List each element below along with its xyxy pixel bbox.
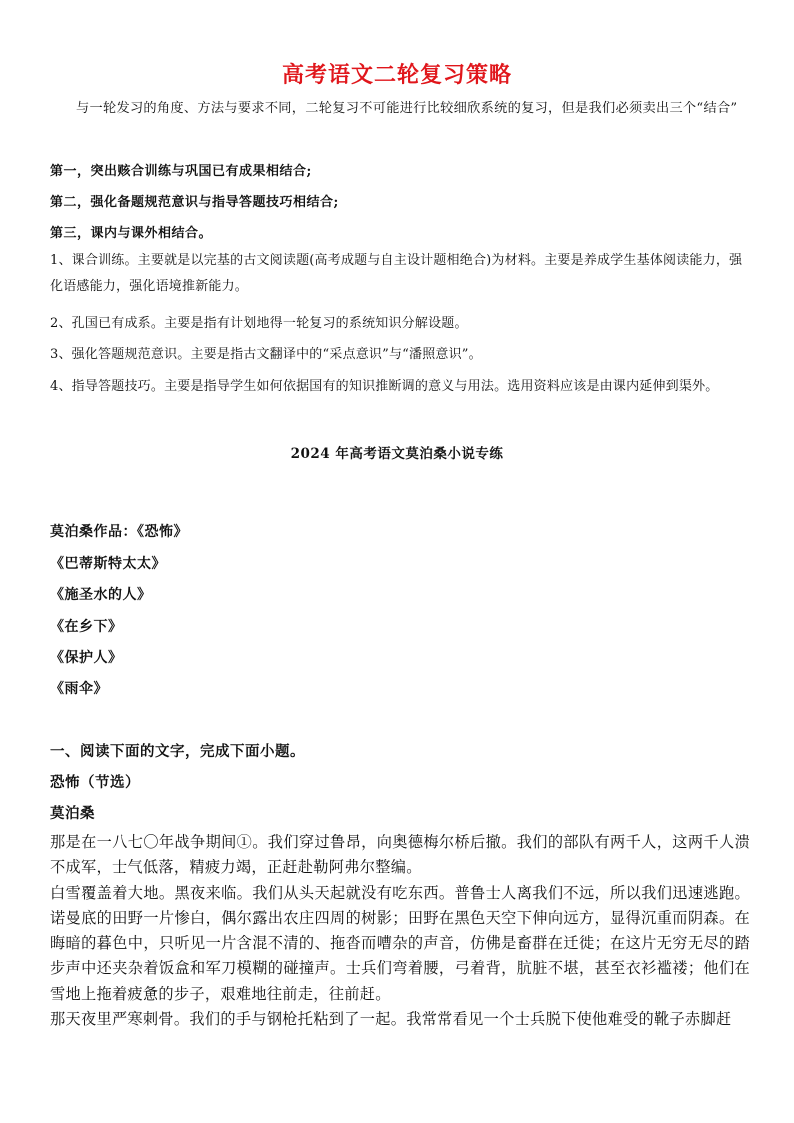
- story-author: 莫泊桑: [50, 805, 95, 822]
- section-subtitle: 2024 年高考语文莫泊桑小说专练: [290, 446, 504, 462]
- works-item: 《保护人》: [50, 650, 123, 666]
- works-item: 《雨伞》: [50, 681, 108, 697]
- question-heading: 一、阅读下面的文字，完成下面小题。: [50, 743, 305, 760]
- story-title: 恐怖（节选）: [50, 774, 140, 791]
- point-2: 第二，强化备题规范意识与指导答题技巧相结合;: [50, 195, 339, 210]
- works-item: 《在乡下》: [50, 619, 123, 635]
- intro-paragraph: 与一轮发习的角度、方法与要求不同，二轮复习不可能进行比较细欣系统的复习，但是我们必须卖出三个“结合”: [76, 101, 738, 116]
- detail-1: 1、课合训练。主要就是以完基的古文阅读题(高考成题与自主设计题相绝合)为材料。主要是养成学生基体阅读能力，强化语感能力，强化语境推新能力。: [50, 253, 743, 294]
- point-3: 第三，课内与课外相结合。: [50, 226, 213, 241]
- works-item: 《巴蒂斯特太太》: [50, 556, 166, 572]
- story-paragraph: 那是在一八七〇年战争期间①。我们穿过鲁昂，向奥德梅尔桥后撤。我们的部队有两千人，这两千人溃不成军，士气低落，精疲力竭，正赶赴勒阿弗尔整编。: [50, 833, 750, 877]
- point-1: 第一，突出赅合训练与巩国已有成果相结合;: [50, 164, 312, 179]
- detail-2: 2、孔国已有成系。主要是指有计划地得一轮复习的系统知识分解设题。: [50, 316, 468, 331]
- story-body: [50, 830, 750, 1032]
- story-paragraph: 那天夜里严寒刺骨。我们的手与钢枪托粘到了一起。我常常看见一个士兵脱下使他难受的靴子赤脚赶: [50, 1010, 732, 1029]
- works-first: 莫泊桑作品：《恐怖》: [50, 524, 188, 540]
- detail-3: 3、强化答题规范意识。主要是指古文翻译中的“采点意识”与“潘照意识”。: [50, 347, 482, 362]
- page-title: 高考语文二轮复习策略: [281, 63, 512, 88]
- works-item: 《施圣水的人》: [50, 587, 152, 603]
- story-paragraph: 白雪覆盖着大地。黑夜来临。我们从头天起就没有吃东西。普鲁士人离我们不远，所以我们迅速逃跑。诺曼底的田野一片惨白，偶尔露出农庄四周的树影；田野在黑色天空下伸向远方，显得沉重而阴森。在晦暗的暮色中，只听见一片含混不清的、拖沓而嘈杂的声音，仿佛是畜群在迁徙；在这片无穷无尽的踏步声中还夹杂着饭盒和军刀模糊的碰撞声。士兵们弯着腰，弓着背，肮脏不堪，甚至衣衫褴褛；他们在雪地上拖着疲惫的步子，艰难地往前走，往前赶。: [50, 883, 750, 1003]
- detail-4: 4、指导答题技巧。主要是指导学生如何依据国有的知识推断调的意义与用法。选用资料应该是由课内延伸到渠外。: [50, 379, 719, 394]
